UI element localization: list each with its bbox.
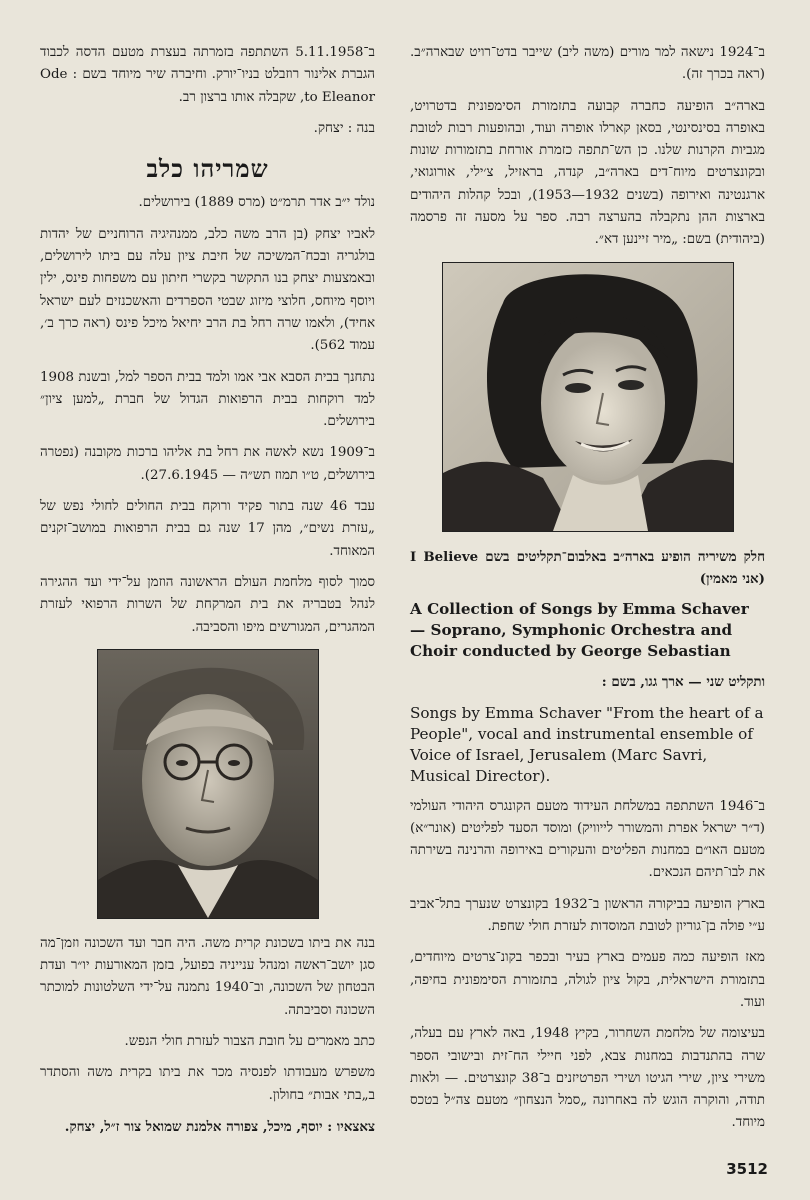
album-caption-hebrew: חלק משיריה הופיע בארה״ב באלבום־תקליטים בשם I Believe (אני מאמין) bbox=[410, 548, 765, 587]
portrait-photo-man bbox=[97, 649, 319, 919]
album-caption-english-1: A Collection of Songs by Emma Schaver — Soprano, Symphonic Orchestra and Choir conducted by George Sebastian bbox=[410, 600, 749, 661]
left-paragraph-3: לאביו יצחק (בן הרב משה כלב, ממנהיגיה הרוחניים של יהדות בולגריה ובכח־המשיכה של חיבת ציון עלה עם ביתו לירושלים, ובאמצעות יצחק בנו התקשר בקשרי חיתון עם משפחות פינס, ילין ויוסף מיוחס, חלוצי מיזוג שבטי הספרדים והאשכנזים לעם ישראל אחיד), ולאמו שרה רחל בת הרב יחיאל מיכל פינס (ראה כרך ב׳, עמוד 562). bbox=[40, 226, 375, 354]
left-paragraph-5: ב־1909 נשא לאשה את רחל בת אליהו ברכות מקובנה (נפטרה בירושלים, ט״ו תמוז תש״ה — 27.6.1945). bbox=[40, 445, 375, 483]
left-paragraph-11: צאצאיו : יוסף, מיכל, צפורה אלמנת שמואל צור ז״ל, יצחק. bbox=[64, 1118, 375, 1135]
album-caption-english-2: Songs by Emma Schaver "From the heart of a People", vocal and instrumental ensemble of Voice of Israel, Jerusalem (Marc Savri, Musical Director). bbox=[410, 703, 764, 785]
portrait-photo-woman bbox=[442, 262, 734, 532]
right-paragraph-2: בארה״ב הופיעה כחברה קבועה בתזמורת הסימפונית בדטרויט, באופרה בסינסינטי, בסאן קארלו אופרה ועוד, ובהופעות רבות לטובת מגביות הקרנות שלנו. כן הש־תתפה כזמרת אורחת בתזמורות שונות ובקונצרטים מיוח־דים בארה״ב, קנדה, בראזיל, צ׳ילי, אורוגואי, ארגנטינה ואירופה (בשנים 1932—1953), ובכל קהלות היהודים בארצות ההן נתקבלה בהערצה רבה. ספר על מסעה זה פרסמה (ביהודית) בשם: „מיר זיינען דא״. bbox=[410, 98, 765, 248]
right-paragraph-1: ב־1924 נישאה למר מורים (משה ליב) שייבר בדט־רויט שבארה״ב. (ראה בכרך זה). bbox=[410, 45, 765, 83]
right-paragraph-5: מאז הופיעה כמה פעמים בארץ בעיר ובכפר בקונ־צרטים מיוחדים, בתזמורת הישראלית, בקול ציון לגולה, בתזמורת הסימפונית בחיפה, ועוד. bbox=[410, 950, 765, 1010]
left-paragraph-6: עבד 46 שנה בתור פקיד ורוקח בבית החולים לחולי נפש של „עזרת נשים״, מהן 17 שנה גם בבית הרפואות במושב־זקנים המאוחד. bbox=[40, 499, 375, 559]
right-paragraph-4: בארץ הופיעה בביקורה הראשון ב־1932 בקונצרט שנערך בתל־אביב ע״י פולה בן־גוריון לטובת המוסדות לעזרת חולי שחפת. bbox=[410, 896, 765, 935]
article-heading: שמריהו כלב bbox=[146, 154, 269, 184]
left-paragraph-10: משפרש מעבודתו לפנסיה מכר את ביתו בקרית משה והסתדר ב„בתי אבות״ בחולון. bbox=[40, 1065, 375, 1103]
left-paragraph-4: נתחנך בבית הסבא אבי אמו ולמד בבית הספר למל, ובשנת 1908 למד רוקחות בבית הרפואות הגדול של חברת „למען ציון״ בירושלים. bbox=[40, 369, 375, 430]
left-signature: בנה : יצחק. bbox=[313, 120, 375, 136]
right-paragraph-3: ב־1946 השתתפה במשלחת העידוד מטעם הקונגרס היהודי העולמי (ד״ר ישראל אפרת והמשורר לייוויק) ומוסד הסעד לפליטים (אונר״א) מטעם האו״ם במחנות הפליטים והעקורים באירופה והרנינה בשירתה את לבו־תיהם הנכאים. bbox=[410, 798, 765, 881]
right-paragraph-6: בעיצומה של מלחמת השחרור, בקיץ 1948, באה לארץ עם בעלה, שרה בהתנדבות במחנות צבא, לפני חיילי הח־זית ובישובי הספר משירי ציון, שירי הגיטו ושירי הפרטיזנים ב־38 קונצרטים. — ולאות תודה, והוקרה הוגש לה באחרונה „סמל הנצחון״ מטעם צה״ל בטכס מיוחד. bbox=[410, 1026, 766, 1131]
left-paragraph-2: נולד י״ב אדר תרמ״ט (מרס 1889) בירושלים. bbox=[138, 195, 375, 211]
left-paragraph-7: סמוך לסוף מלחמת העולם הראשונה הוזמן על־ידי ועד ההגירה לנהל בטבריה את בית המרקחת של השרות הרפואי לעזרת המהגרים, המגורשים מיפו והסביבה. bbox=[40, 574, 375, 635]
left-column bbox=[40, 42, 375, 1147]
album-caption-hebrew-2: ותקליט שני — ארך גגו, בשם : bbox=[601, 674, 765, 691]
page-number: 3512 bbox=[726, 1160, 768, 1178]
right-column bbox=[410, 42, 765, 1144]
left-paragraph-9: כתב מאמרים על חובת הצבור לעזרת חולי הנפש. bbox=[124, 1034, 375, 1050]
left-paragraph-1: ב־5.11.1958 השתתפה בזמרתה בעצרת מטעם הדסה לכבוד הגברת אלינור רוזבלט בניו־יורק. וחיברה שיר מיוחד בשם : Ode to Eleanor, שקבלה אותו ברצון רב. bbox=[40, 45, 375, 105]
portrait-man-image bbox=[98, 650, 318, 918]
portrait-woman-image bbox=[443, 263, 733, 531]
left-paragraph-8: בנה את ביתו בשכונת קרית משה. היה חבר ועד השכונה וזמן־מה סגן יושב־ראשה ומנהל ענייניה בפועל, בזמן המאורעות יו״ר ועדת הבטחון של השכונה, וב־1940 נתמנה על־ידי השלטונות למוכתר השכונה וסביבתה. bbox=[40, 935, 376, 1018]
